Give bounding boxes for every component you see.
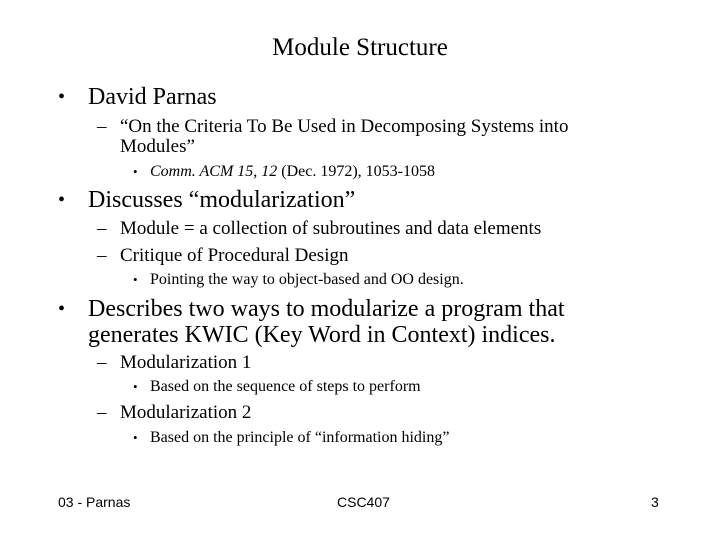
dot-marker: • <box>133 430 138 445</box>
citation-details: (Dec. 1972), 1053-1058 <box>277 163 436 180</box>
subsubbullet-sequence-steps: Based on the sequence of steps to perform <box>150 378 421 395</box>
footer-center: CSC407 <box>337 494 390 510</box>
citation-journal: Comm. ACM 15, 12 <box>150 163 278 180</box>
bullet-marker: • <box>58 189 66 211</box>
subsubbullet-oo-design: Pointing the way to object-based and OO design. <box>150 271 464 288</box>
slide-title: Module Structure <box>272 34 448 61</box>
subbullet-paper-title-line1: “On the Criteria To Be Used in Decomposing Systems into <box>120 116 569 137</box>
bullet-david-parnas: David Parnas <box>88 84 217 110</box>
dash-marker: – <box>97 245 107 266</box>
subbullet-paper-title-line2: Modules” <box>120 136 195 157</box>
footer-left: 03 - Parnas <box>58 494 131 510</box>
dot-marker: • <box>133 164 138 179</box>
dash-marker: – <box>97 218 107 239</box>
bullet-kwic-line2: generates KWIC (Key Word in Context) indices. <box>88 322 556 348</box>
bullet-marker: • <box>58 298 66 320</box>
dash-marker: – <box>97 402 107 423</box>
subbullet-modularization-1: Modularization 1 <box>120 352 252 373</box>
citation <box>150 162 435 182</box>
bullet-marker: • <box>58 86 66 108</box>
dot-marker: • <box>133 379 138 394</box>
dot-marker: • <box>133 272 138 287</box>
subsubbullet-information-hiding: Based on the principle of “information hiding” <box>150 429 450 446</box>
bullet-modularization: Discusses “modularization” <box>88 187 356 213</box>
subbullet-modularization-2: Modularization 2 <box>120 402 252 423</box>
subbullet-critique: Critique of Procedural Design <box>120 245 349 266</box>
dash-marker: – <box>97 352 107 373</box>
dash-marker: – <box>97 116 107 137</box>
footer-page-number: 3 <box>651 494 659 510</box>
subbullet-module-definition: Module = a collection of subroutines and data elements <box>120 218 542 239</box>
bullet-kwic-line1: Describes two ways to modularize a program that <box>88 296 565 322</box>
